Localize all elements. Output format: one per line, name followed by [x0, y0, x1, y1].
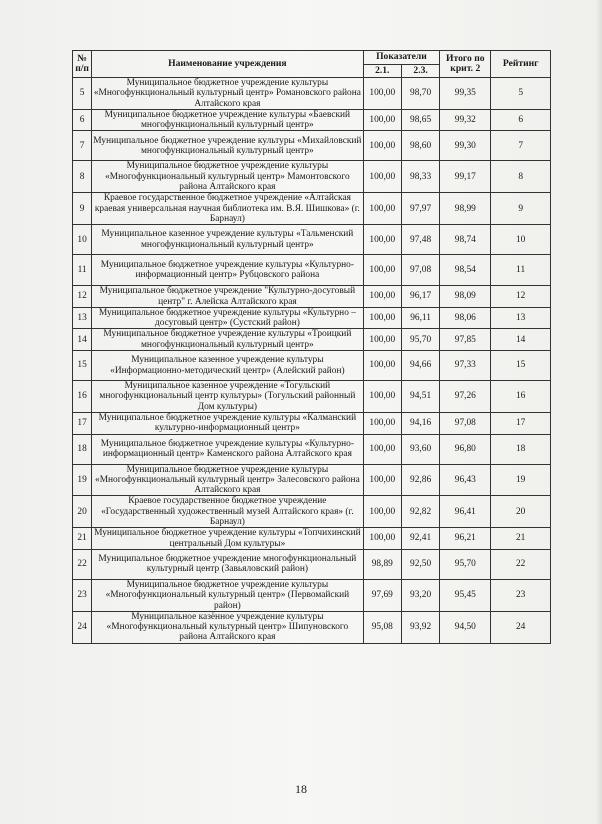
- row-name: Муниципальное бюджетное учреждение "Культурно-досуговый центр" г. Алейска Алтайского края: [92, 286, 363, 308]
- table-row: [73, 528, 551, 550]
- row-rating: 22: [491, 549, 551, 579]
- row-rating: 21: [491, 528, 551, 550]
- row-indicator-2-1: 100,00: [363, 255, 401, 286]
- row-rating: 23: [491, 579, 551, 611]
- row-num: 23: [73, 579, 92, 611]
- row-rating: 11: [491, 255, 551, 286]
- row-name: Муниципальное казенное учреждение «Тогульский многофункциональный центр культуры» (Тогульский районный Дом культуры): [92, 381, 363, 413]
- row-total: 98,74: [440, 225, 491, 255]
- row-total: 98,54: [440, 255, 491, 286]
- row-rating: 16: [491, 381, 551, 413]
- row-rating: 10: [491, 225, 551, 255]
- table-row: [73, 307, 551, 329]
- row-total: 96,80: [440, 434, 491, 464]
- table-row: [73, 329, 551, 351]
- table-row: [73, 225, 551, 255]
- row-num: 21: [73, 528, 92, 550]
- row-total: 96,43: [440, 464, 491, 496]
- row-indicator-2-3: 96,17: [401, 286, 439, 308]
- row-total: 96,41: [440, 496, 491, 528]
- row-indicator-2-1: 100,00: [363, 307, 401, 329]
- row-name: Муниципальное бюджетное учреждение культуры «Калманский культурно-информационный центр»: [92, 412, 363, 434]
- header-num: № п/п: [73, 51, 92, 78]
- row-num: 15: [73, 351, 92, 381]
- row-num: 18: [73, 434, 92, 464]
- row-indicator-2-3: 96,11: [401, 307, 439, 329]
- row-num: 16: [73, 381, 92, 413]
- row-name: Муниципальное бюджетное учреждение культуры «Михайловский многофункциональный культурный центр»: [92, 131, 363, 161]
- row-indicator-2-3: 97,97: [401, 193, 439, 225]
- row-rating: 15: [491, 351, 551, 381]
- row-total: 97,08: [440, 412, 491, 434]
- row-num: 22: [73, 549, 92, 579]
- row-indicator-2-1: 100,00: [363, 131, 401, 161]
- row-name: Краевое государственное бюджетное учреждение «Государственный художественный музей Алтайского края» (г. Барнаул): [92, 496, 363, 528]
- row-indicator-2-1: 95,08: [363, 611, 401, 643]
- row-indicator-2-1: 100,00: [363, 109, 401, 131]
- row-name: Муниципальное бюджетное учреждение культуры «Многофункциональный культурный центр» (Первомайский район): [92, 579, 363, 611]
- row-rating: 24: [491, 611, 551, 643]
- table-row: [73, 412, 551, 434]
- table-row: [73, 351, 551, 381]
- row-name: Муниципальное бюджетное учреждение культуры «Троицкий многофункциональный культурный центр»: [92, 329, 363, 351]
- row-indicator-2-1: 100,00: [363, 464, 401, 496]
- row-total: 96,21: [440, 528, 491, 550]
- row-rating: 6: [491, 109, 551, 131]
- row-name: Муниципальное бюджетное учреждение культуры «Топчихинский центральный Дом культуры»: [92, 528, 363, 550]
- table-row: [73, 549, 551, 579]
- row-total: 95,70: [440, 549, 491, 579]
- row-indicator-2-3: 97,48: [401, 225, 439, 255]
- row-indicator-2-1: 97,69: [363, 579, 401, 611]
- row-rating: 18: [491, 434, 551, 464]
- row-name: Муниципальное бюджетное учреждение многофункциональный культурный центр (Завьяловский район): [92, 549, 363, 579]
- row-num: 7: [73, 131, 92, 161]
- table-row: [73, 434, 551, 464]
- row-name: Муниципальное бюджетное учреждение культуры «Культурно-информационный центр» Каменского района Алтайского края: [92, 434, 363, 464]
- table-header: [73, 51, 551, 78]
- header-indicator-2-3: 2.3.: [401, 65, 439, 78]
- table-body: [73, 78, 551, 644]
- row-indicator-2-1: 100,00: [363, 78, 401, 110]
- row-num: 10: [73, 225, 92, 255]
- header-indicator-2-1: 2.1.: [363, 65, 401, 78]
- rating-table: [72, 50, 551, 644]
- row-total: 95,45: [440, 579, 491, 611]
- row-name: Муниципальное бюджетное учреждение культуры «Многофункциональный культурный центр» Романовского района Алтайского края: [92, 78, 363, 110]
- row-num: 14: [73, 329, 92, 351]
- row-name: Муниципальное бюджетное учреждение культуры «Многофункциональный культурный центр» Мамонтовского района Алтайского края: [92, 161, 363, 193]
- scan-edge-shadow: [596, 0, 602, 824]
- row-total: 97,85: [440, 329, 491, 351]
- row-total: 98,06: [440, 307, 491, 329]
- row-indicator-2-1: 100,00: [363, 528, 401, 550]
- row-num: 9: [73, 193, 92, 225]
- row-indicator-2-3: 98,70: [401, 78, 439, 110]
- row-indicator-2-1: 100,00: [363, 193, 401, 225]
- row-indicator-2-3: 94,66: [401, 351, 439, 381]
- row-indicator-2-3: 92,50: [401, 549, 439, 579]
- row-total: 97,26: [440, 381, 491, 413]
- row-total: 99,30: [440, 131, 491, 161]
- row-indicator-2-1: 100,00: [363, 161, 401, 193]
- row-indicator-2-3: 98,60: [401, 131, 439, 161]
- row-indicator-2-3: 97,08: [401, 255, 439, 286]
- row-indicator-2-3: 94,51: [401, 381, 439, 413]
- row-indicator-2-3: 92,82: [401, 496, 439, 528]
- row-total: 99,17: [440, 161, 491, 193]
- row-num: 17: [73, 412, 92, 434]
- row-name: Муниципальное казённое учреждение культуры «Многофункциональный культурный центр» Шипуновского района Алтайского края: [92, 611, 363, 643]
- row-rating: 20: [491, 496, 551, 528]
- row-name: Муниципальное бюджетное учреждение культуры «Баевский многофункциональный культурный центр»: [92, 109, 363, 131]
- row-num: 20: [73, 496, 92, 528]
- row-total: 98,09: [440, 286, 491, 308]
- row-num: 5: [73, 78, 92, 110]
- row-total: 99,35: [440, 78, 491, 110]
- row-rating: 12: [491, 286, 551, 308]
- table-row: [73, 579, 551, 611]
- table-row: [73, 464, 551, 496]
- table-row: [73, 611, 551, 643]
- table-row: [73, 496, 551, 528]
- row-rating: 8: [491, 161, 551, 193]
- page-number: 18: [295, 782, 307, 796]
- row-indicator-2-3: 94,16: [401, 412, 439, 434]
- row-num: 19: [73, 464, 92, 496]
- row-name: Муниципальное казенное учреждение культуры «Тальменский многофункциональный культурный центр»: [92, 225, 363, 255]
- row-num: 24: [73, 611, 92, 643]
- row-indicator-2-3: 98,65: [401, 109, 439, 131]
- row-indicator-2-1: 100,00: [363, 381, 401, 413]
- row-name: Муниципальное казенное учреждение культуры «Информационно-методический центр» (Алейский район): [92, 351, 363, 381]
- row-rating: 19: [491, 464, 551, 496]
- table-row: [73, 161, 551, 193]
- row-indicator-2-1: 100,00: [363, 225, 401, 255]
- row-indicator-2-3: 98,33: [401, 161, 439, 193]
- row-num: 6: [73, 109, 92, 131]
- header-name: Наименование учреждения: [92, 51, 363, 78]
- row-indicator-2-1: 100,00: [363, 329, 401, 351]
- row-indicator-2-3: 95,70: [401, 329, 439, 351]
- row-indicator-2-1: 98,89: [363, 549, 401, 579]
- row-total: 99,32: [440, 109, 491, 131]
- row-indicator-2-1: 100,00: [363, 412, 401, 434]
- row-rating: 14: [491, 329, 551, 351]
- header-indicators: Показатели: [363, 51, 440, 65]
- row-indicator-2-3: 92,41: [401, 528, 439, 550]
- table-row: [73, 131, 551, 161]
- row-name: Муниципальное бюджетное учреждение культуры «Многофункциональный культурный центр» Залесовского района Алтайского края: [92, 464, 363, 496]
- table-row: [73, 78, 551, 110]
- row-num: 12: [73, 286, 92, 308]
- row-rating: 7: [491, 131, 551, 161]
- row-indicator-2-3: 93,60: [401, 434, 439, 464]
- row-rating: 13: [491, 307, 551, 329]
- header-rating: Рейтинг: [491, 51, 551, 78]
- row-total: 98,99: [440, 193, 491, 225]
- row-indicator-2-3: 93,20: [401, 579, 439, 611]
- row-total: 97,33: [440, 351, 491, 381]
- row-indicator-2-1: 100,00: [363, 286, 401, 308]
- table-row: [73, 193, 551, 225]
- row-name: Муниципальное бюджетное учреждение культуры «Культурно – досуговый центр» (Сустский район): [92, 307, 363, 329]
- table-row: [73, 286, 551, 308]
- table-row: [73, 255, 551, 286]
- row-num: 8: [73, 161, 92, 193]
- row-indicator-2-3: 92,86: [401, 464, 439, 496]
- row-rating: 5: [491, 78, 551, 110]
- row-num: 11: [73, 255, 92, 286]
- header-total: Итого по крит. 2: [440, 51, 491, 78]
- row-indicator-2-1: 100,00: [363, 351, 401, 381]
- row-name: Муниципальное бюджетное учреждение культуры «Культурно-информационный центр» Рубцовского района: [92, 255, 363, 286]
- table-row: [73, 109, 551, 131]
- table-row: [73, 381, 551, 413]
- row-total: 94,50: [440, 611, 491, 643]
- row-rating: 17: [491, 412, 551, 434]
- row-indicator-2-3: 93,92: [401, 611, 439, 643]
- row-indicator-2-1: 100,00: [363, 496, 401, 528]
- row-rating: 9: [491, 193, 551, 225]
- row-indicator-2-1: 100,00: [363, 434, 401, 464]
- row-num: 13: [73, 307, 92, 329]
- row-name: Краевое государственное бюджетное учреждение «Алтайская краевая универсальная научная библиотека им. В.Я. Шишкова» (г. Барнаул): [92, 193, 363, 225]
